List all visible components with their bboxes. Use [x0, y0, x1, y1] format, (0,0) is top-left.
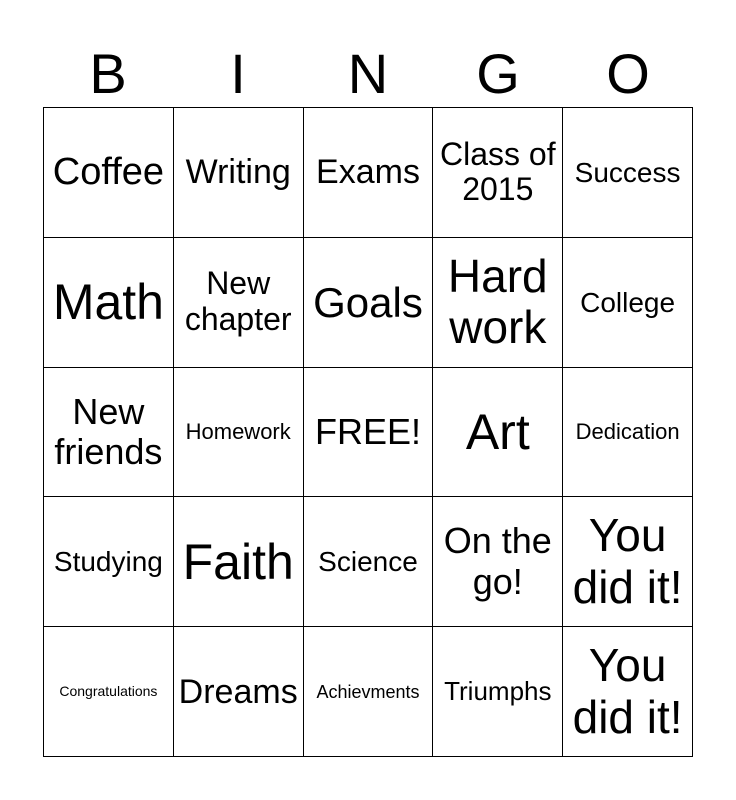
bingo-cell[interactable]: On the go! — [433, 497, 563, 627]
header-letter-b: B — [89, 42, 127, 105]
bingo-cell[interactable]: New friends — [44, 368, 174, 498]
bingo-cell[interactable]: Art — [433, 368, 563, 498]
bingo-cell[interactable]: New chapter — [174, 238, 304, 368]
bingo-cell[interactable]: Hard work — [433, 238, 563, 368]
bingo-header — [43, 40, 693, 108]
header-letter-o: O — [606, 42, 650, 105]
bingo-board — [43, 107, 693, 757]
header-letter-g: G — [476, 42, 520, 105]
bingo-cell[interactable]: College — [563, 238, 693, 368]
header-letter-i: I — [230, 42, 246, 105]
bingo-cell[interactable]: Congratulations — [44, 627, 174, 757]
bingo-cell[interactable]: Triumphs — [433, 627, 563, 757]
bingo-cell[interactable]: Dreams — [174, 627, 304, 757]
header-letter-n: N — [347, 42, 389, 105]
bingo-cell[interactable]: You did it! — [563, 627, 693, 757]
bingo-cell[interactable]: Studying — [44, 497, 174, 627]
bingo-cell[interactable]: Math — [44, 238, 174, 368]
bingo-cell[interactable]: Dedication — [563, 368, 693, 498]
bingo-cell[interactable]: Class of 2015 — [433, 108, 563, 238]
bingo-cell[interactable]: Coffee — [44, 108, 174, 238]
bingo-cell[interactable]: Faith — [174, 497, 304, 627]
bingo-cell[interactable]: Success — [563, 108, 693, 238]
bingo-cell[interactable]: You did it! — [563, 497, 693, 627]
bingo-cell[interactable]: Writing — [174, 108, 304, 238]
bingo-cell[interactable]: Homework — [174, 368, 304, 498]
bingo-cell[interactable]: Achievments — [304, 627, 434, 757]
bingo-cell[interactable]: Exams — [304, 108, 434, 238]
bingo-cell[interactable]: Goals — [304, 238, 434, 368]
bingo-cell[interactable]: Science — [304, 497, 434, 627]
free-space-cell[interactable]: FREE! — [304, 368, 434, 498]
